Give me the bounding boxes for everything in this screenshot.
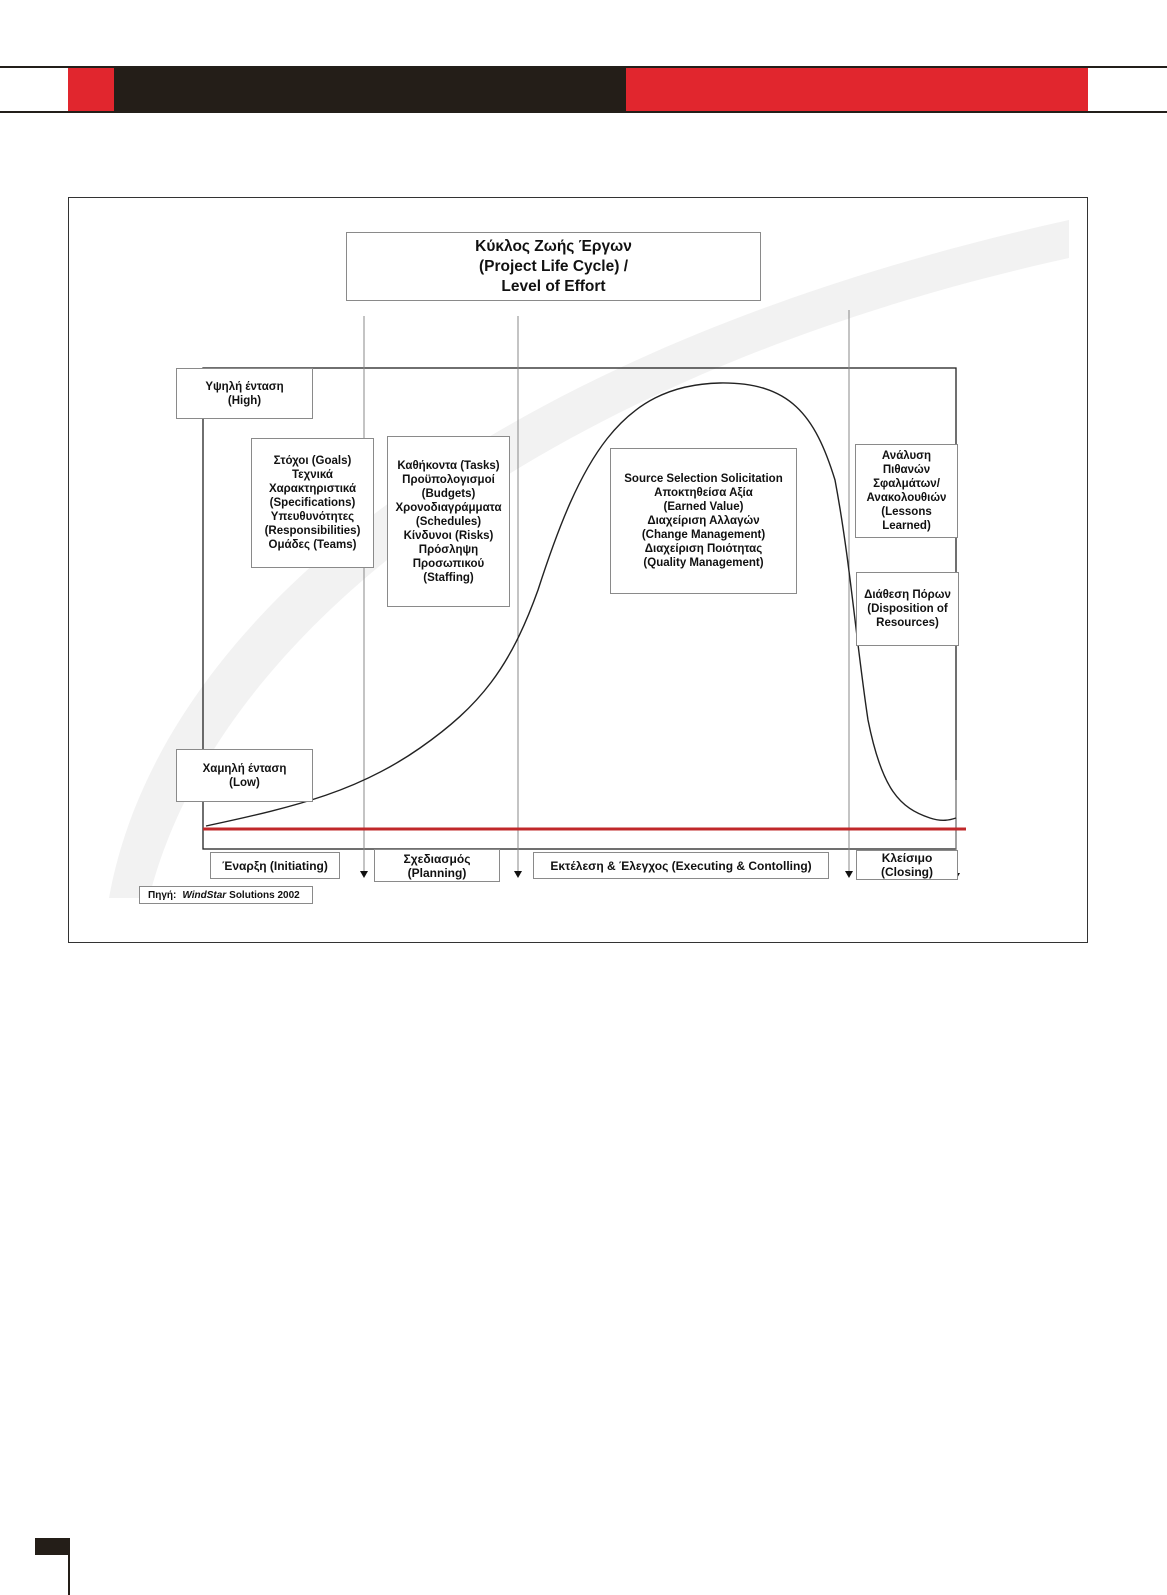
arrow-planning xyxy=(360,871,368,878)
chart-title: Κύκλος Ζωής Έργων (Project Life Cycle) / Level of Effort xyxy=(346,232,761,301)
source-prefix: Πηγή: xyxy=(148,889,177,901)
phase-label-executing: Εκτέλεση & Έλεγχος (Executing & Contolling) xyxy=(533,852,829,879)
phase-label-closing: Κλείσιμο (Closing) xyxy=(856,850,958,880)
source-brand: WindStar xyxy=(182,889,227,901)
box-lessons-learned: Ανάλυση Πιθανών Σφαλμάτων/ Ανακολουθιών (Lessons Learned) xyxy=(855,444,958,538)
page-corner-tab xyxy=(35,1538,70,1555)
arrow-closing xyxy=(845,871,853,878)
box-planning-activities: Καθήκοντα (Tasks) Προϋπολογισμοί (Budgets) Χρονοδιαγράμματα (Schedules) Κίνδυνοι (Risks) Πρόσληψη Προσωπικού (Staffing) xyxy=(387,436,510,607)
box-disposition-resources: Διάθεση Πόρων (Disposition of Resources) xyxy=(856,572,959,646)
box-initiating-activities: Στόχοι (Goals) Τεχνικά Χαρακτηριστικά (Specifications) Υπευθυνότητες (Responsibilities) Ομάδες (Teams) xyxy=(251,438,374,568)
source-credit xyxy=(139,886,313,904)
page-corner-rule xyxy=(68,1538,70,1595)
phase-label-initiating: Έναρξη (Initiating) xyxy=(210,852,340,879)
box-executing-activities: Source Selection Solicitation Αποκτηθείσα Αξία (Earned Value) Διαχείριση Αλλαγών (Change Management) Διαχείριση Ποιότητας (Quality Management) xyxy=(610,448,797,594)
source-suffix: Solutions 2002 xyxy=(229,889,300,901)
phase-label-planning: Σχεδιασμός (Planning) xyxy=(374,849,500,882)
arrow-executing xyxy=(514,871,522,878)
axis-high-label: Υψηλή ένταση (High) xyxy=(176,368,313,419)
axis-low-label: Χαμηλή ένταση (Low) xyxy=(176,749,313,802)
